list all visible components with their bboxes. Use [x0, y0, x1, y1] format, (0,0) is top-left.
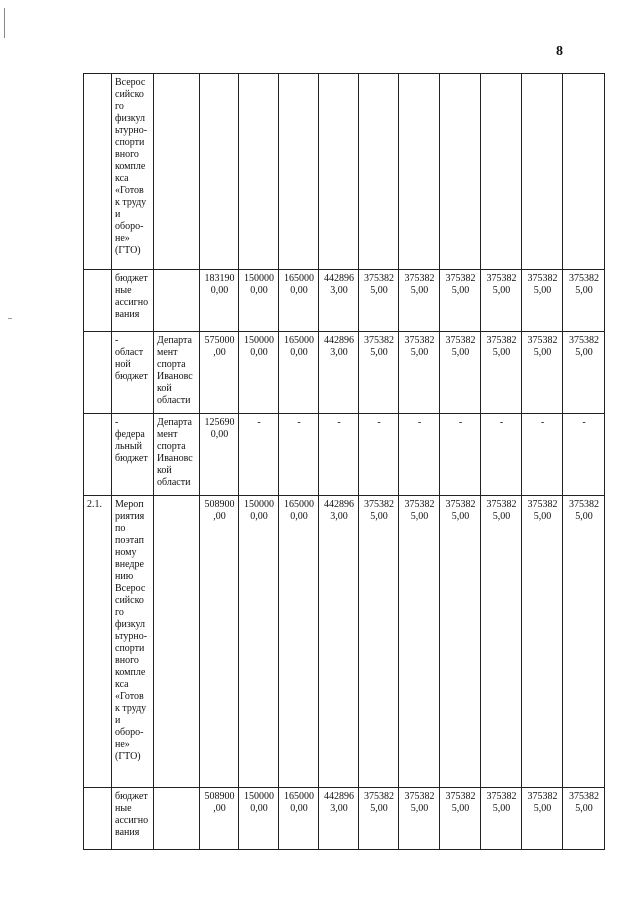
year-value-cell: 375382 5,00 — [481, 270, 522, 332]
row-executor-cell — [154, 74, 200, 270]
row-executor-cell — [154, 788, 200, 850]
row-executor-cell: Департа мент спорта Ивановс кой области — [154, 414, 200, 496]
year-value-cell — [279, 74, 319, 270]
year-value-cell: 375382 5,00 — [440, 270, 481, 332]
year-value-cell — [239, 74, 279, 270]
row-name-cell: бюджет ные ассигно вания — [112, 270, 154, 332]
year-value-cell — [563, 74, 605, 270]
year-value-cell: 375382 5,00 — [563, 332, 605, 414]
row-number-cell — [84, 414, 112, 496]
year-value-cell: - — [279, 414, 319, 496]
budget-table-body — [84, 74, 605, 850]
year-value-cell: - — [239, 414, 279, 496]
row-name-cell: Всерос сийско го физкул ьтурно- спорти вного компле кса «Готов к труду и оборо- не» (ГТО) — [112, 74, 154, 270]
row-executor-cell — [154, 270, 200, 332]
row-number-cell — [84, 332, 112, 414]
table-row — [84, 74, 605, 270]
year-value-cell: 575000 ,00 — [200, 332, 239, 414]
year-value-cell: 165000 0,00 — [279, 496, 319, 788]
year-value-cell: 375382 5,00 — [563, 270, 605, 332]
margin-scan-dash — [8, 318, 12, 319]
year-value-cell: 165000 0,00 — [279, 788, 319, 850]
year-value-cell: 508900 ,00 — [200, 496, 239, 788]
year-value-cell: 375382 5,00 — [481, 332, 522, 414]
year-value-cell: - — [440, 414, 481, 496]
page-number: 8 — [556, 44, 563, 59]
year-value-cell: 442896 3,00 — [319, 270, 359, 332]
year-value-cell: 375382 5,00 — [399, 332, 440, 414]
year-value-cell: 375382 5,00 — [440, 788, 481, 850]
year-value-cell: 150000 0,00 — [239, 788, 279, 850]
year-value-cell: 375382 5,00 — [440, 332, 481, 414]
row-number-cell — [84, 788, 112, 850]
year-value-cell: 375382 5,00 — [359, 270, 399, 332]
table-row — [84, 788, 605, 850]
row-executor-cell — [154, 496, 200, 788]
row-number-cell — [84, 74, 112, 270]
margin-scan-mark — [4, 8, 5, 38]
year-value-cell: 375382 5,00 — [522, 496, 563, 788]
row-executor-cell: Департа мент спорта Ивановс кой области — [154, 332, 200, 414]
year-value-cell: 375382 5,00 — [359, 788, 399, 850]
year-value-cell: - — [319, 414, 359, 496]
year-value-cell: 375382 5,00 — [399, 788, 440, 850]
year-value-cell: 125690 0,00 — [200, 414, 239, 496]
year-value-cell — [481, 74, 522, 270]
year-value-cell: - — [399, 414, 440, 496]
year-value-cell: - — [359, 414, 399, 496]
row-number-cell — [84, 270, 112, 332]
table-row — [84, 332, 605, 414]
year-value-cell: 375382 5,00 — [481, 496, 522, 788]
year-value-cell: 375382 5,00 — [440, 496, 481, 788]
year-value-cell — [440, 74, 481, 270]
table-row — [84, 496, 605, 788]
row-name-cell: Мероп риятия по поэтап ному внедре нию Всерос сийско го физкул ьтурно- спорти вного компле кса «Готов к труду и оборо- не» (ГТО) — [112, 496, 154, 788]
year-value-cell: 150000 0,00 — [239, 332, 279, 414]
year-value-cell: 375382 5,00 — [522, 788, 563, 850]
year-value-cell: 165000 0,00 — [279, 270, 319, 332]
table-row — [84, 414, 605, 496]
year-value-cell: 375382 5,00 — [563, 788, 605, 850]
row-name-cell: - федера льный бюджет — [112, 414, 154, 496]
year-value-cell: 165000 0,00 — [279, 332, 319, 414]
year-value-cell: 375382 5,00 — [522, 270, 563, 332]
year-value-cell: 150000 0,00 — [239, 270, 279, 332]
year-value-cell: 375382 5,00 — [359, 332, 399, 414]
table-row — [84, 270, 605, 332]
year-value-cell: 442896 3,00 — [319, 332, 359, 414]
year-value-cell: 375382 5,00 — [563, 496, 605, 788]
year-value-cell: 183190 0,00 — [200, 270, 239, 332]
year-value-cell: - — [481, 414, 522, 496]
year-value-cell: 508900 ,00 — [200, 788, 239, 850]
year-value-cell: 375382 5,00 — [359, 496, 399, 788]
year-value-cell: 375382 5,00 — [399, 496, 440, 788]
year-value-cell — [319, 74, 359, 270]
year-value-cell: - — [522, 414, 563, 496]
row-name-cell: бюджет ные ассигно вания — [112, 788, 154, 850]
year-value-cell: 442896 3,00 — [319, 788, 359, 850]
row-name-cell: - област ной бюджет — [112, 332, 154, 414]
year-value-cell — [359, 74, 399, 270]
year-value-cell: 375382 5,00 — [399, 270, 440, 332]
year-value-cell: 442896 3,00 — [319, 496, 359, 788]
year-value-cell — [522, 74, 563, 270]
year-value-cell: 375382 5,00 — [481, 788, 522, 850]
year-value-cell — [200, 74, 239, 270]
year-value-cell: - — [563, 414, 605, 496]
row-number-cell: 2.1. — [84, 496, 112, 788]
year-value-cell — [399, 74, 440, 270]
year-value-cell: 375382 5,00 — [522, 332, 563, 414]
budget-table-container — [83, 73, 605, 850]
budget-table — [83, 73, 605, 850]
year-value-cell: 150000 0,00 — [239, 496, 279, 788]
